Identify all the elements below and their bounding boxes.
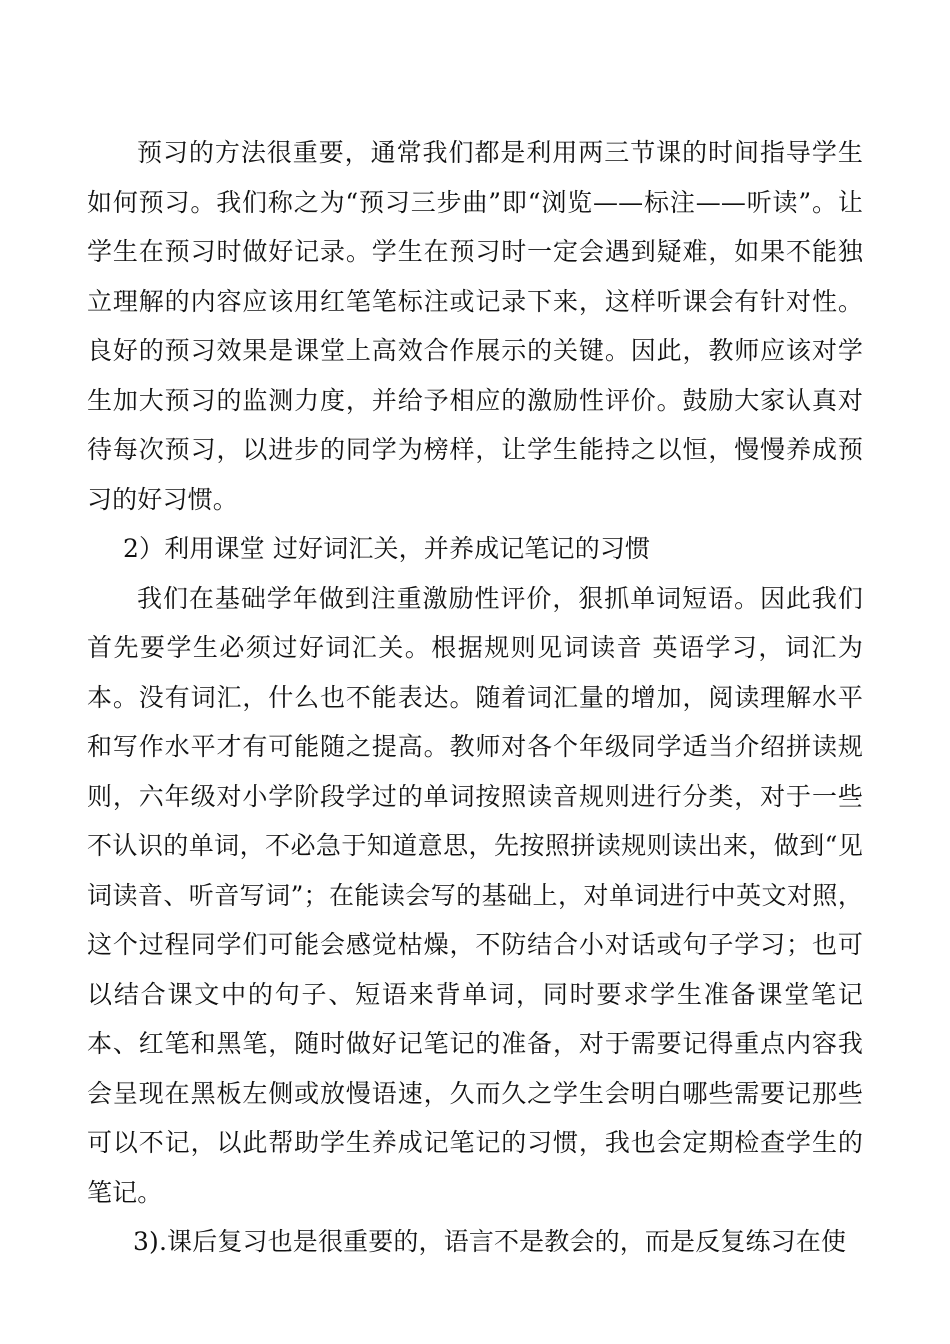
paragraph-vocabulary-notes: 我们在基础学年做到注重激励性评价，狠抓单词短语。因此我们首先要学生必须过好词汇关。根据规则见词读音 英语学习，词汇为本。没有词汇，什么也不能表达。随着词汇量的增加，阅读理解水平和写作水平才有可能随之提高。教师对各个年级同学适当介绍拼读规则，六年级对小学阶段学过的单词按照读音规则进行分类，对于一些不认识的单词，不必急于知道意思，先按照拼读规则读出来，做到“见词读音、听音写词”；在能读会写的基础上，对单词进行中英文对照，这个过程同学们可能会感觉枯燥，不防结合小对话或句子学习；也可以结合课文中的句子、短语来背单词，同时要求学生准备课堂笔记本、红笔和黑笔，随时做好记笔记的准备，对于需要记得重点内容我会呈现在黑板左侧或放慢语速，久而久之学生会明白哪些需要记那些可以不记，以此帮助学生养成记笔记的习惯，我也会定期检查学生的笔记。 (87, 583, 863, 1207)
paragraph-preview-method: 预习的方法很重要，通常我们都是利用两三节课的时间指导学生如何预习。我们称之为“预习三步曲”即“浏览——标注——听读”。让学生在预习时做好记录。学生在预习时一定会遇到疑难，如果不能独立理解的内容应该用红笔笔标注或记录下来，这样听课会有针对性。良好的预习效果是课堂上高效合作展示的关键。因此，教师应该对学生加大预习的监测力度，并给予相应的激励性评价。鼓励大家认真对待每次预习，以进步的同学为榜样，让学生能持之以恒，慢慢养成预习的好习惯。 (87, 138, 863, 514)
document-body (87, 128, 863, 1267)
paragraph-review: 3).课后复习也是很重要的，语言不是教会的，而是反复练习在使 (133, 1227, 847, 1256)
section-heading-vocabulary: 2）利用课堂 过好词汇关，并养成记笔记的习惯 (123, 534, 651, 563)
